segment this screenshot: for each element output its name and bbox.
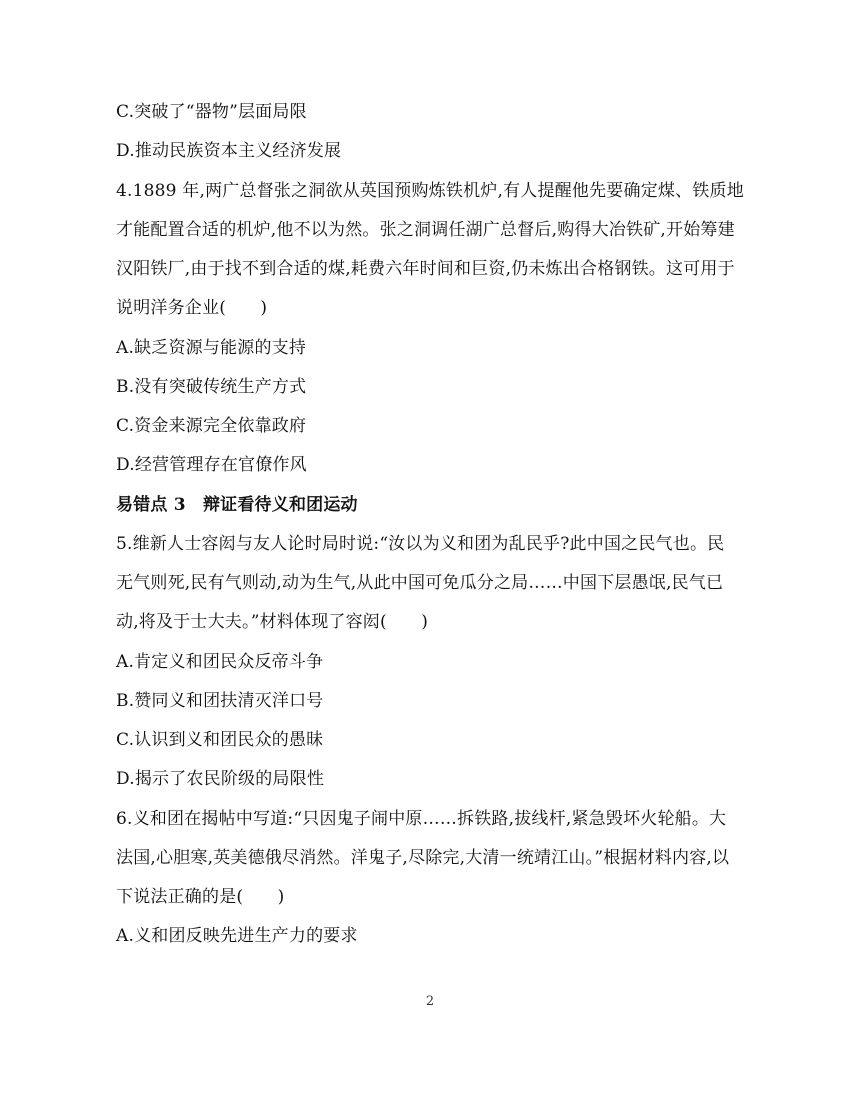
q4-option-b: B.没有突破传统生产方式 (116, 377, 307, 397)
q5-option-b: B.赞同义和团扶清灭洋口号 (116, 691, 324, 711)
q4-stem-line-2: 才能配置合适的机炉,他不以为然。张之洞调任湖广总督后,购得大冶铁矿,开始筹建 (116, 220, 735, 240)
q5-option-d: D.揭示了农民阶级的局限性 (116, 769, 325, 789)
q4-option-a: A.缺乏资源与能源的支持 (116, 338, 307, 358)
q5-stem-line-2: 无气则死,民有气则动,动为生气,从此中国可免瓜分之局……中国下层愚氓,民气已 (116, 573, 724, 593)
q4-stem-line-1: 4.1889 年,两广总督张之洞欲从英国预购炼铁机炉,有人提醒他先要确定煤、铁质地 (116, 181, 744, 201)
q4-stem-line-4: 说明洋务企业( ) (116, 298, 268, 318)
q4-option-d: D.经营管理存在官僚作风 (116, 455, 307, 475)
q3-option-d: D.推动民族资本主义经济发展 (116, 141, 342, 161)
q6-option-a: A.义和团反映先进生产力的要求 (116, 926, 358, 946)
q3-option-c: C.突破了“器物”层面局限 (116, 102, 307, 122)
q5-stem-line-1: 5.维新人士容闳与友人论时局时说:“汝以为义和团为乱民乎?此中国之民气也。民 (116, 534, 725, 554)
q4-option-c: C.资金来源完全依靠政府 (116, 416, 307, 436)
q5-option-a: A.肯定义和团民众反帝斗争 (116, 652, 324, 672)
q6-stem-line-1: 6.义和团在揭帖中写道:“只因鬼子闹中原……拆铁路,拔线杆,紧急毁坏火轮船。大 (116, 809, 727, 829)
page-number: 2 (425, 994, 435, 1009)
q4-stem-line-3: 汉阳铁厂,由于找不到合适的煤,耗费六年时间和巨资,仍未炼出合格钢铁。这可用于 (116, 259, 735, 279)
q6-stem-line-2: 法国,心胆寒,英美德俄尽消然。洋鬼子,尽除完,大清一统靖江山。”根据材料内容,以 (116, 848, 730, 868)
section-heading: 易错点 3 辩证看待义和团运动 (116, 495, 358, 515)
q5-option-c: C.认识到义和团民众的愚昧 (116, 730, 324, 750)
q5-stem-line-3: 动,将及于士大夫。”材料体现了容闳( ) (116, 612, 429, 632)
q6-stem-line-3: 下说法正确的是( ) (116, 887, 285, 907)
